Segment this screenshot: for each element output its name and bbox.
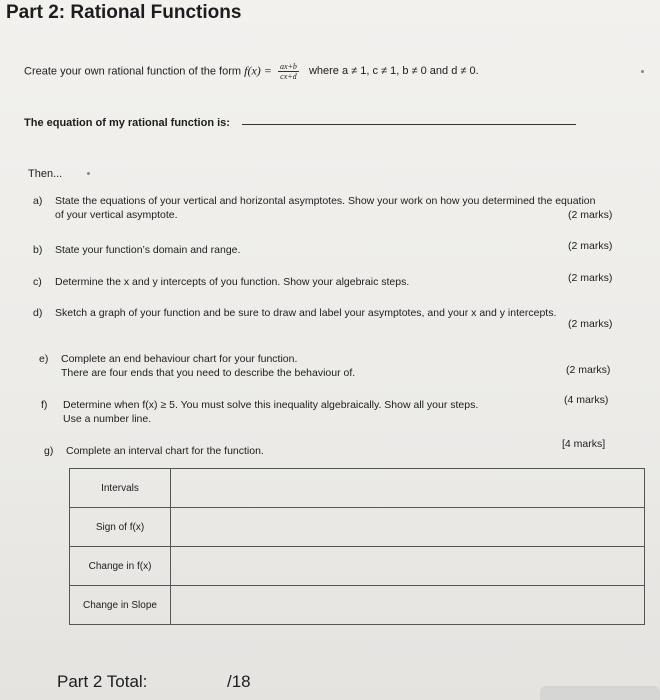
- table-cell[interactable]: [171, 586, 645, 625]
- table-cell[interactable]: [171, 469, 645, 508]
- table-row: [70, 586, 645, 625]
- background-object: [540, 686, 660, 700]
- table-row: [70, 508, 645, 547]
- row-header: Change in f(x): [70, 547, 171, 586]
- page-title: Part 2: Rational Functions: [6, 2, 242, 23]
- table-cell[interactable]: [171, 547, 645, 586]
- row-header: Sign of f(x): [70, 508, 171, 547]
- marks-a: (2 marks): [568, 209, 613, 221]
- fraction-numerator: ax+b: [279, 62, 297, 71]
- question-c: c) Determine the x and y intercepts of you function. Show your algebraic steps.: [33, 276, 410, 288]
- equation-answer-line[interactable]: [242, 124, 576, 125]
- function-notation: f(x) =: [244, 63, 272, 78]
- table-row: [70, 469, 645, 508]
- marks-g: [4 marks]: [562, 438, 606, 450]
- equation-label: The equation of my rational function is:: [24, 117, 230, 129]
- intro-text: Create your own rational function of the form: [24, 65, 242, 78]
- question-b: b) State your function’s domain and range.: [33, 244, 241, 256]
- marks-e: (2 marks): [566, 364, 611, 376]
- speck: [87, 172, 90, 175]
- row-header: Change in Slope: [70, 586, 171, 625]
- table-row: [70, 547, 645, 586]
- question-f: f) Determine when f(x) ≥ 5. You must solve this inequality algebraically. Show all your steps. Use a number line.: [41, 399, 479, 425]
- marks-f: (4 marks): [564, 394, 609, 406]
- intro-line: [24, 62, 479, 81]
- question-a: a) State the equations of your vertical and horizontal asymptotes. Show your work on how you determined the equation of your vertical asymptote.: [33, 195, 596, 221]
- question-e: e) Complete an end behaviour chart for your function. There are four ends that you need to describe the behaviour of.: [39, 353, 356, 379]
- marks-d: (2 marks): [568, 318, 613, 330]
- question-d: d) Sketch a graph of your function and be sure to draw and label your asymptotes, and your x and y intercepts.: [33, 307, 557, 319]
- question-g: g) Complete an interval chart for the function.: [44, 445, 264, 457]
- total-value: /18: [227, 672, 251, 691]
- marks-c: (2 marks): [568, 272, 613, 284]
- conditions-text: where a ≠ 1, c ≠ 1, b ≠ 0 and d ≠ 0.: [308, 65, 479, 78]
- interval-chart: [69, 468, 645, 625]
- rational-form: [278, 62, 299, 81]
- fraction-denominator: cx+d: [280, 72, 297, 81]
- speck: [641, 70, 644, 73]
- table-cell[interactable]: [171, 508, 645, 547]
- marks-b: (2 marks): [568, 240, 613, 252]
- total-label: Part 2 Total:: [57, 672, 148, 691]
- then-label: Then...: [28, 168, 63, 180]
- row-header: Intervals: [70, 469, 171, 508]
